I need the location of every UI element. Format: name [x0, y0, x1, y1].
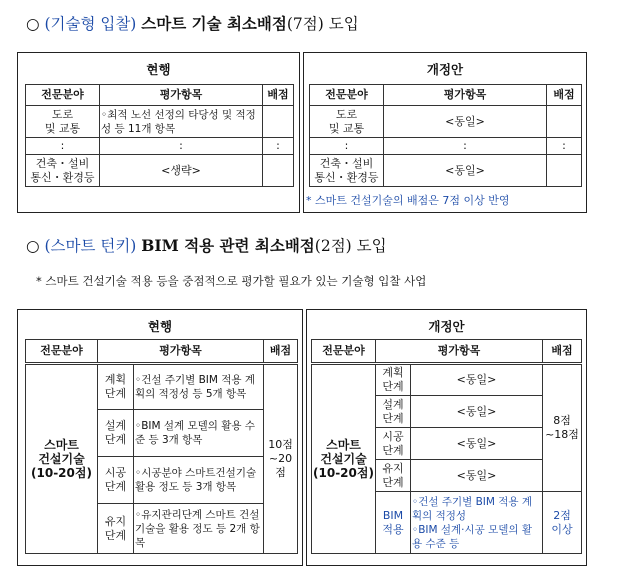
- stage-cell: 유지 단계: [98, 504, 134, 554]
- item-cell: <동일>: [384, 155, 547, 187]
- field-cell: :: [26, 138, 100, 155]
- item-cell: <동일>: [384, 106, 547, 138]
- s1-proposed-title: 개정안: [426, 62, 464, 77]
- stage-cell: 계획 단계: [376, 364, 411, 396]
- item-cell: <동일>: [411, 428, 543, 460]
- score-cell: [547, 155, 582, 187]
- stage-cell: 설계 단계: [98, 410, 134, 457]
- score-cell: 8점 ~18점: [543, 364, 582, 492]
- item-cell: ◦최적 노선 선정의 타당성 및 적정성 등 11개 항목: [100, 106, 263, 138]
- s1-current-table: [25, 84, 294, 187]
- header-item: 평가항목: [376, 340, 543, 364]
- s1-current-title: 현행: [146, 62, 171, 77]
- category-cell: 스마트 건설기술 (10-20점): [26, 364, 98, 554]
- header-score: 배점: [543, 340, 582, 364]
- header-score: 배점: [263, 85, 294, 106]
- score-cell: 10점 ~20점: [264, 364, 298, 554]
- bim-item-cell: ◦건설 주기별 BIM 적용 계획의 적정성 ◦BIM 설계·시공 모델의 활용 수준 등: [411, 492, 543, 554]
- heading-paren: (스마트 턴키): [44, 237, 137, 255]
- score-cell: [263, 155, 294, 187]
- s1-proposed-table: [309, 84, 582, 187]
- stage-cell: 시공 단계: [376, 428, 411, 460]
- field-cell: 건축・설비 통신・환경등: [26, 155, 100, 187]
- stage-cell: 유지 단계: [376, 460, 411, 492]
- item-cell: ◦시공분야 스마트건설기술 활용 정도 등 3개 항목: [134, 457, 264, 504]
- header-item: 평가항목: [98, 340, 264, 364]
- header-score: 배점: [547, 85, 582, 106]
- section2-heading: [26, 234, 387, 256]
- bim-stage-cell: BIM 적용: [376, 492, 411, 554]
- stage-cell: 설계 단계: [376, 396, 411, 428]
- s2-current-table: [25, 339, 298, 554]
- header-field: 전문분야: [26, 340, 98, 364]
- s2-proposed-title: 개정안: [428, 319, 465, 334]
- header-item: 평가항목: [100, 85, 263, 106]
- field-cell: 도로 및 교통: [26, 106, 100, 138]
- score-cell: [547, 106, 582, 138]
- item-cell: :: [100, 138, 263, 155]
- score-cell: :: [263, 138, 294, 155]
- header-field: 전문분야: [26, 85, 100, 106]
- heading-bold: BIM 적용 관련 최소배점: [141, 236, 315, 255]
- item-cell: ◦건설 주기별 BIM 적용 계획의 적정성 등 5개 항목: [134, 364, 264, 410]
- s2-proposed-table: [311, 339, 582, 554]
- header-field: 전문분야: [312, 340, 376, 364]
- item-cell: :: [384, 138, 547, 155]
- bullet: ○: [26, 15, 40, 33]
- heading-bold: 스마트 기술 최소배점: [141, 14, 287, 33]
- header-field: 전문분야: [310, 85, 384, 106]
- score-cell: [263, 106, 294, 138]
- bim-score-cell: 2점 이상: [543, 492, 582, 554]
- field-cell: 도로 및 교통: [310, 106, 384, 138]
- item-cell: <동일>: [411, 396, 543, 428]
- field-cell: 건축・설비 통신・환경등: [310, 155, 384, 187]
- heading-paren: (기술형 입찰): [44, 15, 137, 33]
- bullet: ○: [26, 237, 40, 255]
- header-score: 배점: [264, 340, 298, 364]
- stage-cell: 시공 단계: [98, 457, 134, 504]
- item-cell: <생략>: [100, 155, 263, 187]
- heading-tail: (2점) 도입: [314, 237, 387, 255]
- item-cell: <동일>: [411, 364, 543, 396]
- stage-cell: 계획 단계: [98, 364, 134, 410]
- category-cell: 스마트 건설기술 (10-20점): [312, 364, 376, 554]
- s1-footnote: * 스마트 건설기술의 배점은 7점 이상 반영: [306, 194, 510, 207]
- s2-note: * 스마트 건설기술 적용 등을 중점적으로 평가할 필요가 있는 기술형 입찰 사업: [36, 274, 427, 288]
- score-cell: :: [547, 138, 582, 155]
- field-cell: :: [310, 138, 384, 155]
- s2-current-title: 현행: [147, 319, 173, 334]
- item-cell: <동일>: [411, 460, 543, 492]
- section1-heading: [26, 12, 359, 34]
- item-cell: ◦유지관리단계 스마트 건설기술을 활용 정도 등 2개 항목: [134, 504, 264, 554]
- heading-tail: (7점) 도입: [286, 15, 359, 33]
- item-cell: ◦BIM 설계 모델의 활용 수준 등 3개 항목: [134, 410, 264, 457]
- header-item: 평가항목: [384, 85, 547, 106]
